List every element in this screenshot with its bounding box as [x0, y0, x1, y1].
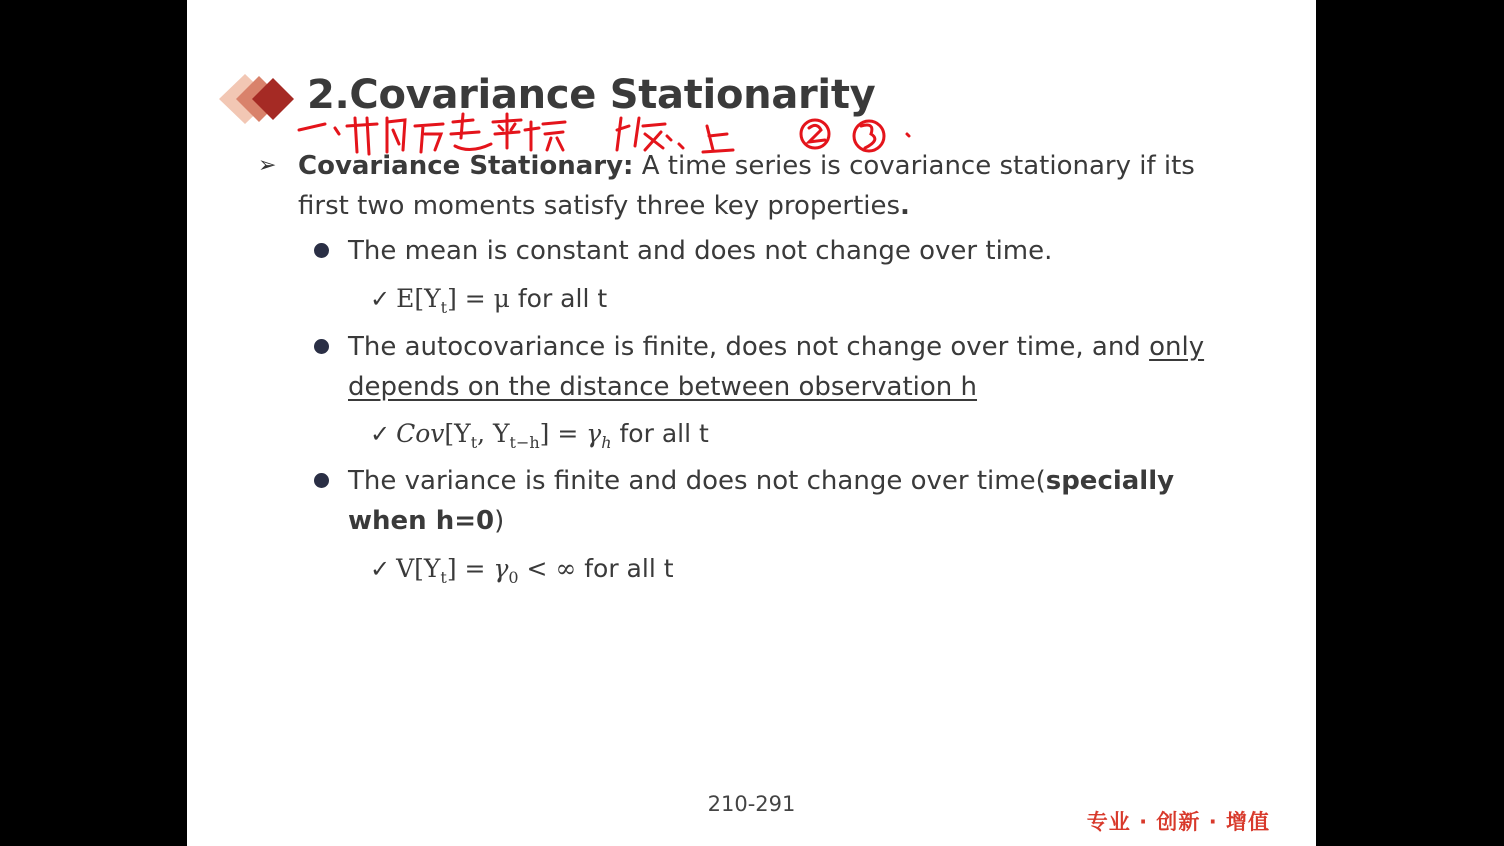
bullet-text: The mean is constant and does not change over time. [348, 236, 1053, 266]
page-number: 210-291 [707, 792, 796, 816]
bullet-bold-text: specially when h=0 [348, 466, 1175, 536]
bullet-variance: The variance is finite and does not change over time(specially when h=0) [348, 461, 1208, 541]
diamond-logo-icon [217, 72, 297, 126]
checkmark-icon: ✓ [370, 420, 391, 448]
formula-mean: ✓ $E[Y_t] = \mu$ for all t [370, 284, 608, 317]
bullet-dot-icon [314, 243, 329, 258]
bullet-text: The autocovariance is finite, does not change over time, and [348, 332, 1150, 362]
intro-text: A time series is covariance stationary if its first two moments satisfy three key properties [298, 151, 1195, 221]
arrow-bullet-icon: ➢ [258, 153, 277, 178]
intro-paragraph [258, 146, 1248, 226]
intro-term: Covariance Stationary: [298, 151, 634, 181]
checkmark-icon: ✓ [370, 285, 391, 313]
slide-title: 2.Covariance Stationarity [307, 72, 876, 118]
bullet-text: The variance is finite and does not change over time( [348, 466, 1046, 496]
formula-variance: ✓ $V[Y_t] = \gamma_0$ < ∞ for all t [370, 554, 674, 587]
slide [187, 0, 1316, 846]
intro-end: . [900, 191, 910, 221]
bullet-underlined-text: only depends on the distance between observation h [348, 332, 1205, 402]
bullet-autocovariance [348, 327, 1228, 407]
formula-autocovariance: ✓ $Cov[Y_t$, $Y_{t-h}] = \gamma_h$ for all t [370, 419, 709, 452]
bullet-mean [348, 231, 1228, 271]
footer-brand: 专业 · 创新 · 增值 [1086, 810, 1270, 834]
bullet-dot-icon [314, 339, 329, 354]
bullet-dot-icon [314, 473, 329, 488]
checkmark-icon: ✓ [370, 555, 391, 583]
